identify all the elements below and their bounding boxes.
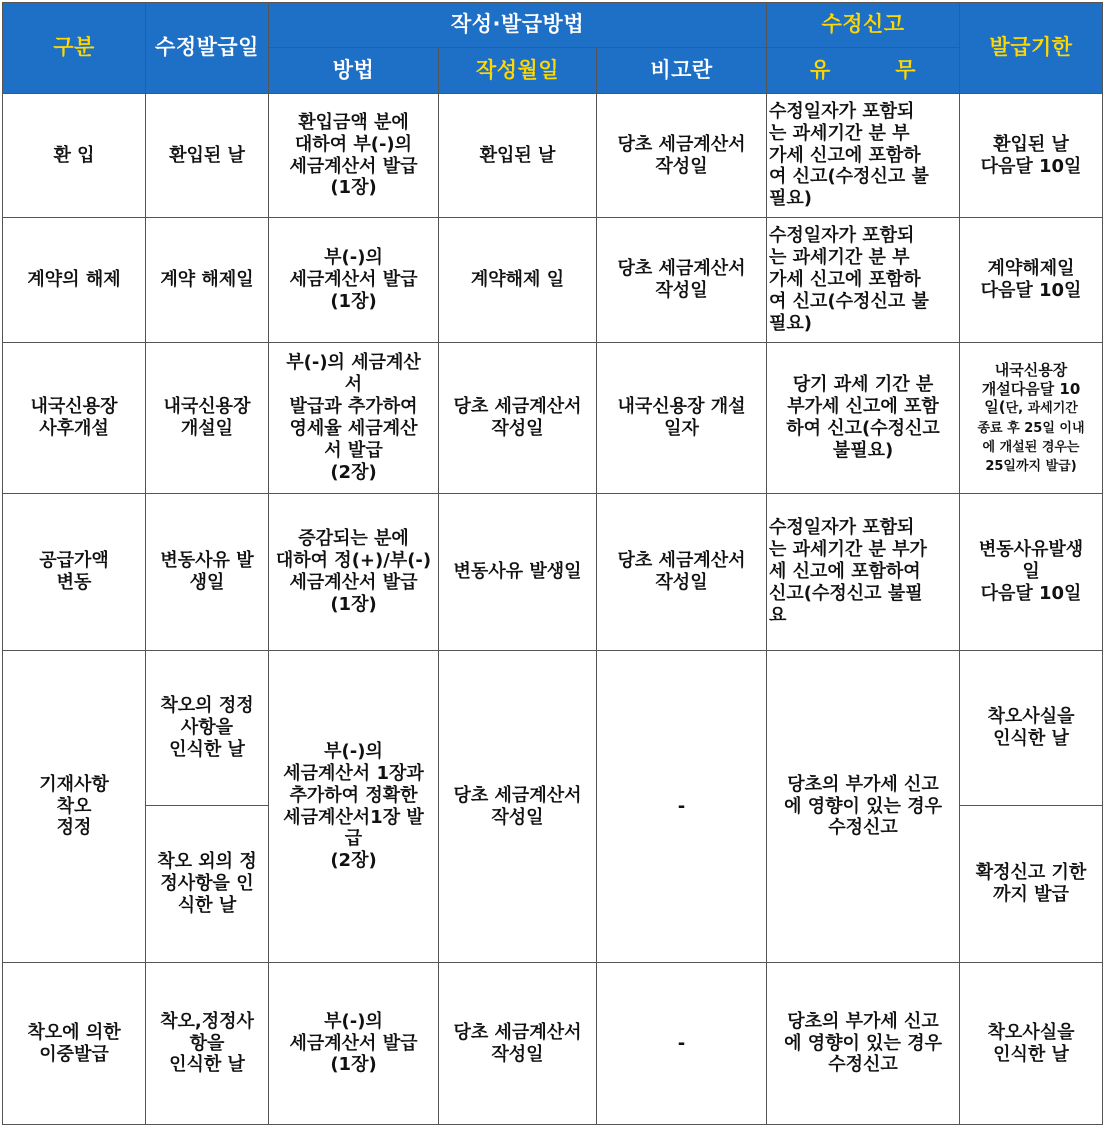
row-write-date: 당초 세금계산서 작성일 xyxy=(439,963,597,1125)
header-category: 구분 xyxy=(3,3,146,94)
row-deadline: 확정신고 기한 까지 발급 xyxy=(960,806,1103,963)
row-amend-date: 착오의 정정 사항을 인식한 날 xyxy=(146,651,269,806)
row-write-date: 환입된 날 xyxy=(439,94,597,218)
table-row xyxy=(3,343,1103,494)
deadline-note: 단, 과세기간 종료 후 25일 이내 에 개설된 경우는 25일까지 발급) xyxy=(977,401,1085,474)
row-deadline: 착오사실을 인식한 날 xyxy=(960,963,1103,1125)
header-write-date: 작성월일 xyxy=(439,48,597,94)
row-remarks: 당초 세금계산서 작성일 xyxy=(597,218,767,343)
table-row xyxy=(3,94,1103,218)
row-method: 증감되는 분에 대하여 정(+)/부(-) 세금계산서 발급 (1장) xyxy=(269,494,439,651)
row-method: 환입금액 분에 대하여 부(-)의 세금계산서 발급 (1장) xyxy=(269,94,439,218)
deadline-main: 내국신용장 개설다음달 10 일( xyxy=(981,360,1081,417)
table-row xyxy=(3,651,1103,806)
table-row xyxy=(3,218,1103,343)
row-category: 내국신용장 사후개설 xyxy=(3,343,146,494)
row-category: 환 입 xyxy=(3,94,146,218)
header-deadline: 발급기한 xyxy=(960,3,1103,94)
row-deadline: 환입된 날 다음달 10일 xyxy=(960,94,1103,218)
row-remarks: 당초 세금계산서 작성일 xyxy=(597,494,767,651)
row-amend-report: 수정일자가 포함되 는 과세기간 분 부 가세 신고에 포함하 여 신고(수정신고 불 필요) xyxy=(767,94,960,218)
row-category: 계약의 해제 xyxy=(3,218,146,343)
table-row xyxy=(3,494,1103,651)
row-amend-date: 착오,정정사 항을 인식한 날 xyxy=(146,963,269,1125)
header-method-group: 작성·발급방법 xyxy=(269,3,767,48)
row-write-date: 계약해제 일 xyxy=(439,218,597,343)
row-deadline: 변동사유발생 일 다음달 10일 xyxy=(960,494,1103,651)
row-method: 부(-)의 세금계산서 발급 (1장) xyxy=(269,218,439,343)
row-amend-report: 당초의 부가세 신고 에 영향이 있는 경우 수정신고 xyxy=(767,963,960,1125)
row-amend-date: 내국신용장 개설일 xyxy=(146,343,269,494)
row-category: 착오에 의한 이중발급 xyxy=(3,963,146,1125)
row-category: 공급가액 변동 xyxy=(3,494,146,651)
header-remarks: 비고란 xyxy=(597,48,767,94)
row-write-date: 당초 세금계산서 작성일 xyxy=(439,651,597,963)
row-deadline xyxy=(960,343,1103,494)
row-category: 기재사항 착오 정정 xyxy=(3,651,146,963)
row-remarks: 당초 세금계산서 작성일 xyxy=(597,94,767,218)
row-method: 부(-)의 세금계산 서 발급과 추가하여 영세율 세금계산 서 발급 (2장) xyxy=(269,343,439,494)
row-deadline: 계약해제일 다음달 10일 xyxy=(960,218,1103,343)
row-write-date: 당초 세금계산서 작성일 xyxy=(439,343,597,494)
row-remarks: 내국신용장 개설 일자 xyxy=(597,343,767,494)
row-amend-report: 수정일자가 포함되 는 과세기간 분 부 가세 신고에 포함하 여 신고(수정신고 불 필요) xyxy=(767,218,960,343)
row-remarks: - xyxy=(597,963,767,1125)
header-amend-date: 수정발급일 xyxy=(146,3,269,94)
header-amend-report: 수정신고 xyxy=(767,3,960,48)
row-amend-date: 변동사유 발 생일 xyxy=(146,494,269,651)
row-method: 부(-)의 세금계산서 발급 (1장) xyxy=(269,963,439,1125)
row-deadline: 착오사실을 인식한 날 xyxy=(960,651,1103,806)
table-row xyxy=(3,963,1103,1125)
header-yes-no: 유 무 xyxy=(767,48,960,94)
header-method: 방법 xyxy=(269,48,439,94)
row-amend-report: 당초의 부가세 신고 에 영향이 있는 경우 수정신고 xyxy=(767,651,960,963)
invoice-amendment-table xyxy=(2,2,1103,1125)
row-amend-date: 착오 외의 정 정사항을 인 식한 날 xyxy=(146,806,269,963)
row-amend-report: 수정일자가 포함되 는 과세기간 분 부가 세 신고에 포함하여 신고(수정신고 불필 요 xyxy=(767,494,960,651)
row-amend-date: 계약 해제일 xyxy=(146,218,269,343)
row-amend-report: 당기 과세 기간 분 부가세 신고에 포함 하여 신고(수정신고 불필요) xyxy=(767,343,960,494)
row-remarks: - xyxy=(597,651,767,963)
row-write-date: 변동사유 발생일 xyxy=(439,494,597,651)
row-amend-date: 환입된 날 xyxy=(146,94,269,218)
row-method: 부(-)의 세금계산서 1장과 추가하여 정확한 세금계산서1장 발 급 (2장) xyxy=(269,651,439,963)
